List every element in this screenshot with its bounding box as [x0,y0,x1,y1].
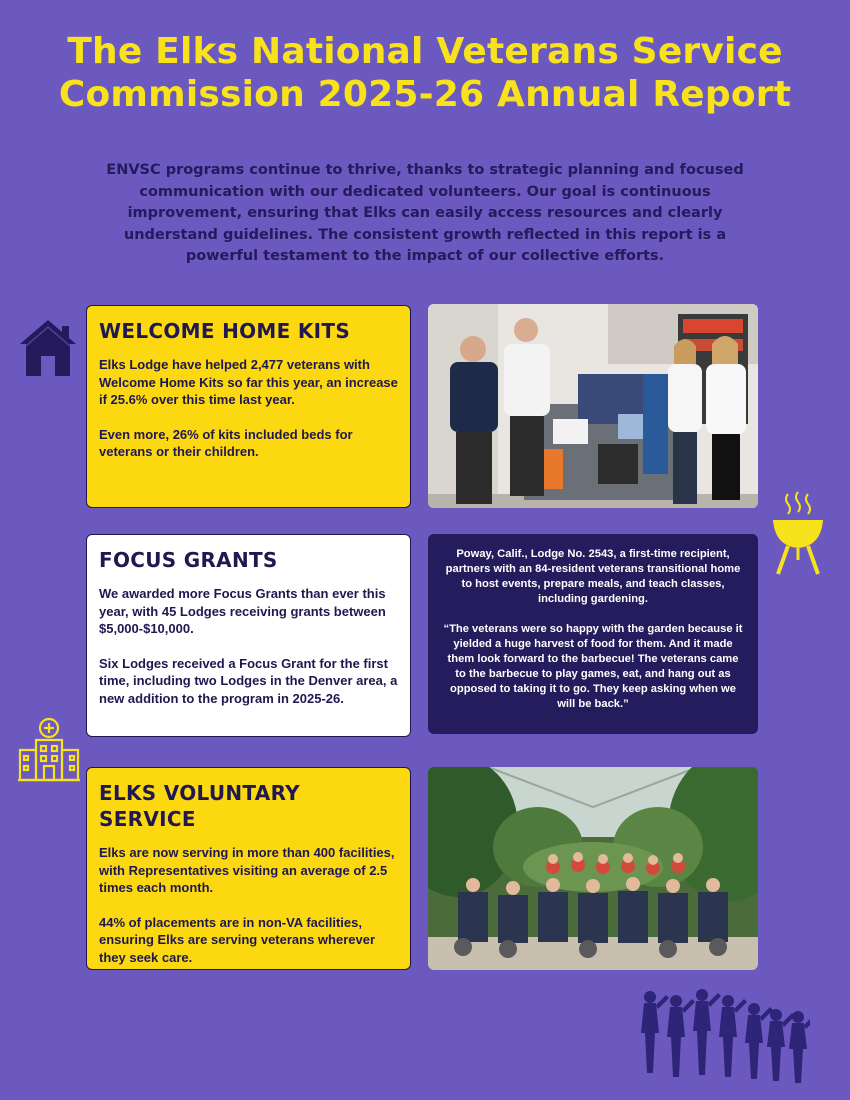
voluntary-service-heading: ELKS VOLUNTARY SERVICE [99,781,300,831]
poway-lodge-story [428,534,758,734]
poway-lodge-quote: “The veterans were so happy with the garden because it yielded a huge harvest of food for them. And it made them look forward to the barbecue! The veterans came to the barbecue to play games, eat, and hang out as opposed to taking it to go. They keep asking when we will be back.” [443,623,743,710]
welcome-home-kits-text-2: Even more, 26% of kits included beds for veterans or their children. [99,426,353,459]
saluting-soldiers-icon [636,985,810,1085]
hospital-icon [16,716,82,784]
house-icon [16,316,80,380]
welcome-home-kits-photo [428,304,758,508]
focus-grants-heading: FOCUS GRANTS [99,548,278,572]
welcome-home-kits-card [86,305,411,508]
focus-grants-text-1: We awarded more Focus Grants than ever this year, with 45 Lodges receiving grants between $5,000-$10,000. [99,586,386,636]
intro-paragraph: ENVSC programs continue to thrive, thanks to strategic planning and focused communication with our dedicated volunteers. Our goal is continuous improvement, ensuring that Elks can easily access resources and clearly understand guidelines. The consistent growth reflected in this report is a powerful testament to the impact of our collective efforts. [106,162,744,264]
voluntary-service-card [86,767,411,970]
welcome-home-kits-text-1: Elks Lodge have helped 2,477 veterans with Welcome Home Kits so far this year, an increase if 25.6% over this time last year. [99,357,398,407]
poway-lodge-text: Poway, Calif., Lodge No. 2543, a first-time recipient, partners with an 84-resident veterans transitional home to host events, prepare meals, and teach classes, including gardening. [445,548,741,605]
focus-grants-text-2: Six Lodges received a Focus Grant for the first time, including two Lodges in the Denver area, a new addition to the program in 2025-26. [99,655,398,706]
report-title: The Elks National Veterans Service Commission 2025-26 Annual Report [58,31,792,115]
welcome-home-kits-heading: WELCOME HOME KITS [99,319,351,343]
focus-grants-card [86,534,411,737]
grill-icon [770,490,826,576]
conservatory-group-photo [428,767,758,970]
voluntary-service-text-2: 44% of placements are in non-VA facilities, ensuring Elks are serving veterans wherever they seek care. [99,914,376,965]
voluntary-service-text-1: Elks are now serving in more than 400 facilities, with Representatives visiting an average of 2.5 times each month. [99,845,395,895]
